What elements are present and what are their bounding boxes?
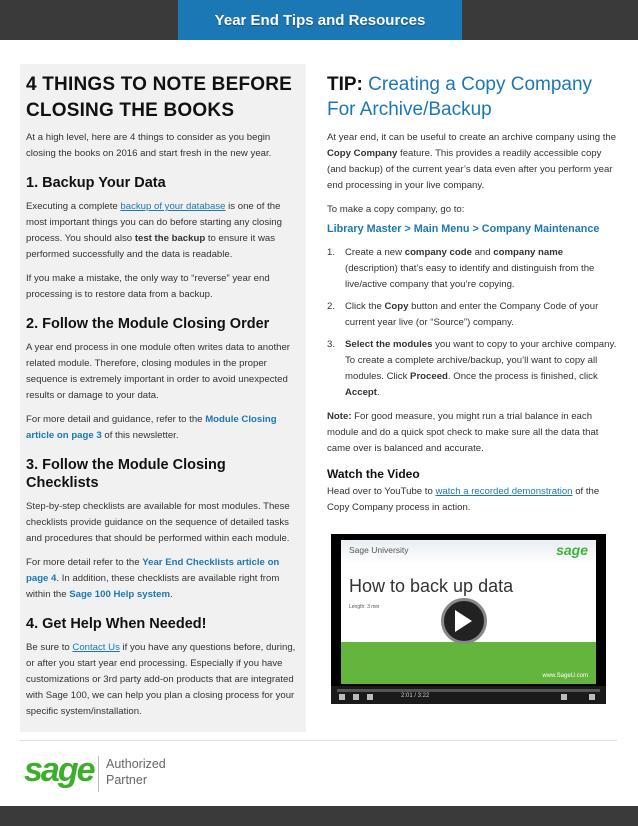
play-pause-icon[interactable] xyxy=(339,694,345,700)
left-panel xyxy=(20,64,306,732)
step-item: 3. Select the modules you want to copy to your archive company. To create a complete archive/backup, you’ll want to copy all modules. Click Proceed. Once the process is finished, click Accept. xyxy=(327,339,617,398)
video-para: Head over to YouTube to watch a recorded demonstration of the Copy Company process in action. xyxy=(327,486,600,513)
video-sage-logo: sage xyxy=(556,542,588,558)
left-heading: 4 THINGS TO NOTE BEFORE CLOSING THE BOOKS xyxy=(26,74,293,121)
tip-para-2: To make a copy company, go to: xyxy=(327,204,465,215)
video-time: 2:01 / 3:22 xyxy=(401,693,430,699)
section-2-title: 2. Follow the Module Closing Order xyxy=(26,316,270,332)
fullscreen-icon[interactable] xyxy=(589,694,595,700)
video-player[interactable] xyxy=(331,534,606,704)
backup-database-link[interactable]: backup of your database xyxy=(120,201,226,212)
video-length-text: Length: 3 min xyxy=(349,604,380,610)
step-item: 1. Create a new company code and company name (description) that’s easy to identify and distinguish from the live/active company that you’re copying. xyxy=(327,247,595,290)
left-intro: At a high level, here are 4 things to consider as you begin closing the books on 2016 and start fresh in the new year. xyxy=(26,132,272,159)
section-4-title: 4. Get Help When Needed! xyxy=(26,616,207,632)
section-1-para-2: If you make a mistake, the only way to “reverse” year end processing is to restore data from a backup. xyxy=(26,273,270,300)
volume-icon[interactable] xyxy=(367,694,373,700)
section-3-title: 3. Follow the Module Closing Checklists xyxy=(26,457,226,491)
video-url-text: www.SageU.com xyxy=(542,673,588,679)
section-3-para-2: For more detail refer to the Year End Checklists article on page 4. In addition, these checklists are available right from within the Sage 100 Help system. xyxy=(26,557,280,600)
logo-divider xyxy=(98,756,99,792)
tip-para-1: At year end, it can be useful to create an archive company using the Copy Company feature. This provides a readily accessible copy (and backup) of the current year’s data even after you perform year end processing in your live company. xyxy=(327,132,617,191)
year-end-checklists-link[interactable]: Year End Checklists article on page 4 xyxy=(26,557,280,584)
tip-heading: TIP: Creating a Copy Company For Archive/Backup xyxy=(327,74,593,120)
section-1-title: 1. Backup Your Data xyxy=(26,175,166,191)
section-4-para-1: Be sure to Contact Us if you have any questions before, during, or after you start year end processing. Especially if you have customizations or 3rd party add-on products that are integrated with Sage 100, we can help you plan a closing process for your specific system/installation. xyxy=(26,642,296,717)
play-icon[interactable] xyxy=(455,610,472,632)
newsletter-banner: Year End Tips and Resources xyxy=(178,0,462,40)
video-control-bar xyxy=(331,686,606,704)
recorded-demonstration-link[interactable]: watch a recorded demonstration xyxy=(435,486,573,497)
video-heading: Watch the Video xyxy=(327,467,420,481)
menu-path: Library Master > Main Menu > Company Maintenance xyxy=(327,223,600,235)
video-screen[interactable] xyxy=(341,540,596,684)
sage-logo: sage xyxy=(24,751,94,789)
right-column xyxy=(327,72,617,524)
section-2-para-1: A year end process in one module often writes data to another related module. Therefore, closing modules in the proper sequence is extremely important in order to avoid unexpected results or damage to your data. xyxy=(26,342,290,401)
note-para: Note: For good measure, you might run a trial balance in each module and do a quick spot check to make sure all the data that came over is balanced and accurate. xyxy=(327,411,599,454)
module-closing-article-link[interactable]: Module Closing article on page 3 xyxy=(26,414,277,441)
footer-divider xyxy=(20,740,617,741)
video-slide-header xyxy=(341,540,596,562)
steps-list xyxy=(327,245,617,401)
sage-help-system-link[interactable]: Sage 100 Help system xyxy=(69,589,170,600)
video-progress-bar[interactable] xyxy=(337,689,600,692)
settings-icon[interactable] xyxy=(561,694,567,700)
video-header-text: Sage University xyxy=(349,545,409,555)
section-3-para-1: Step-by-step checklists are available for most modules. These checklists provide guidance on the sequence of detailed tasks and procedures that should be performed within each module. xyxy=(26,501,290,544)
contact-us-link[interactable]: Contact Us xyxy=(72,642,120,653)
next-icon[interactable] xyxy=(353,694,359,700)
video-slide-title: How to back up data xyxy=(349,576,514,596)
bottom-bar xyxy=(0,806,638,826)
section-2-para-2: For more detail and guidance, refer to the Module Closing article on page 3 of this newsletter. xyxy=(26,414,277,441)
authorized-partner-label: Authorized Partner xyxy=(106,757,166,787)
step-item: 2. Click the Copy button and enter the Company Code of your current year live (or “Source”) company. xyxy=(327,301,599,328)
section-1-para-1: Executing a complete backup of your database is one of the most important things you can do before starting any closing process. You should also test the backup to ensure it was performed successfully and the data is readable. xyxy=(26,201,282,260)
